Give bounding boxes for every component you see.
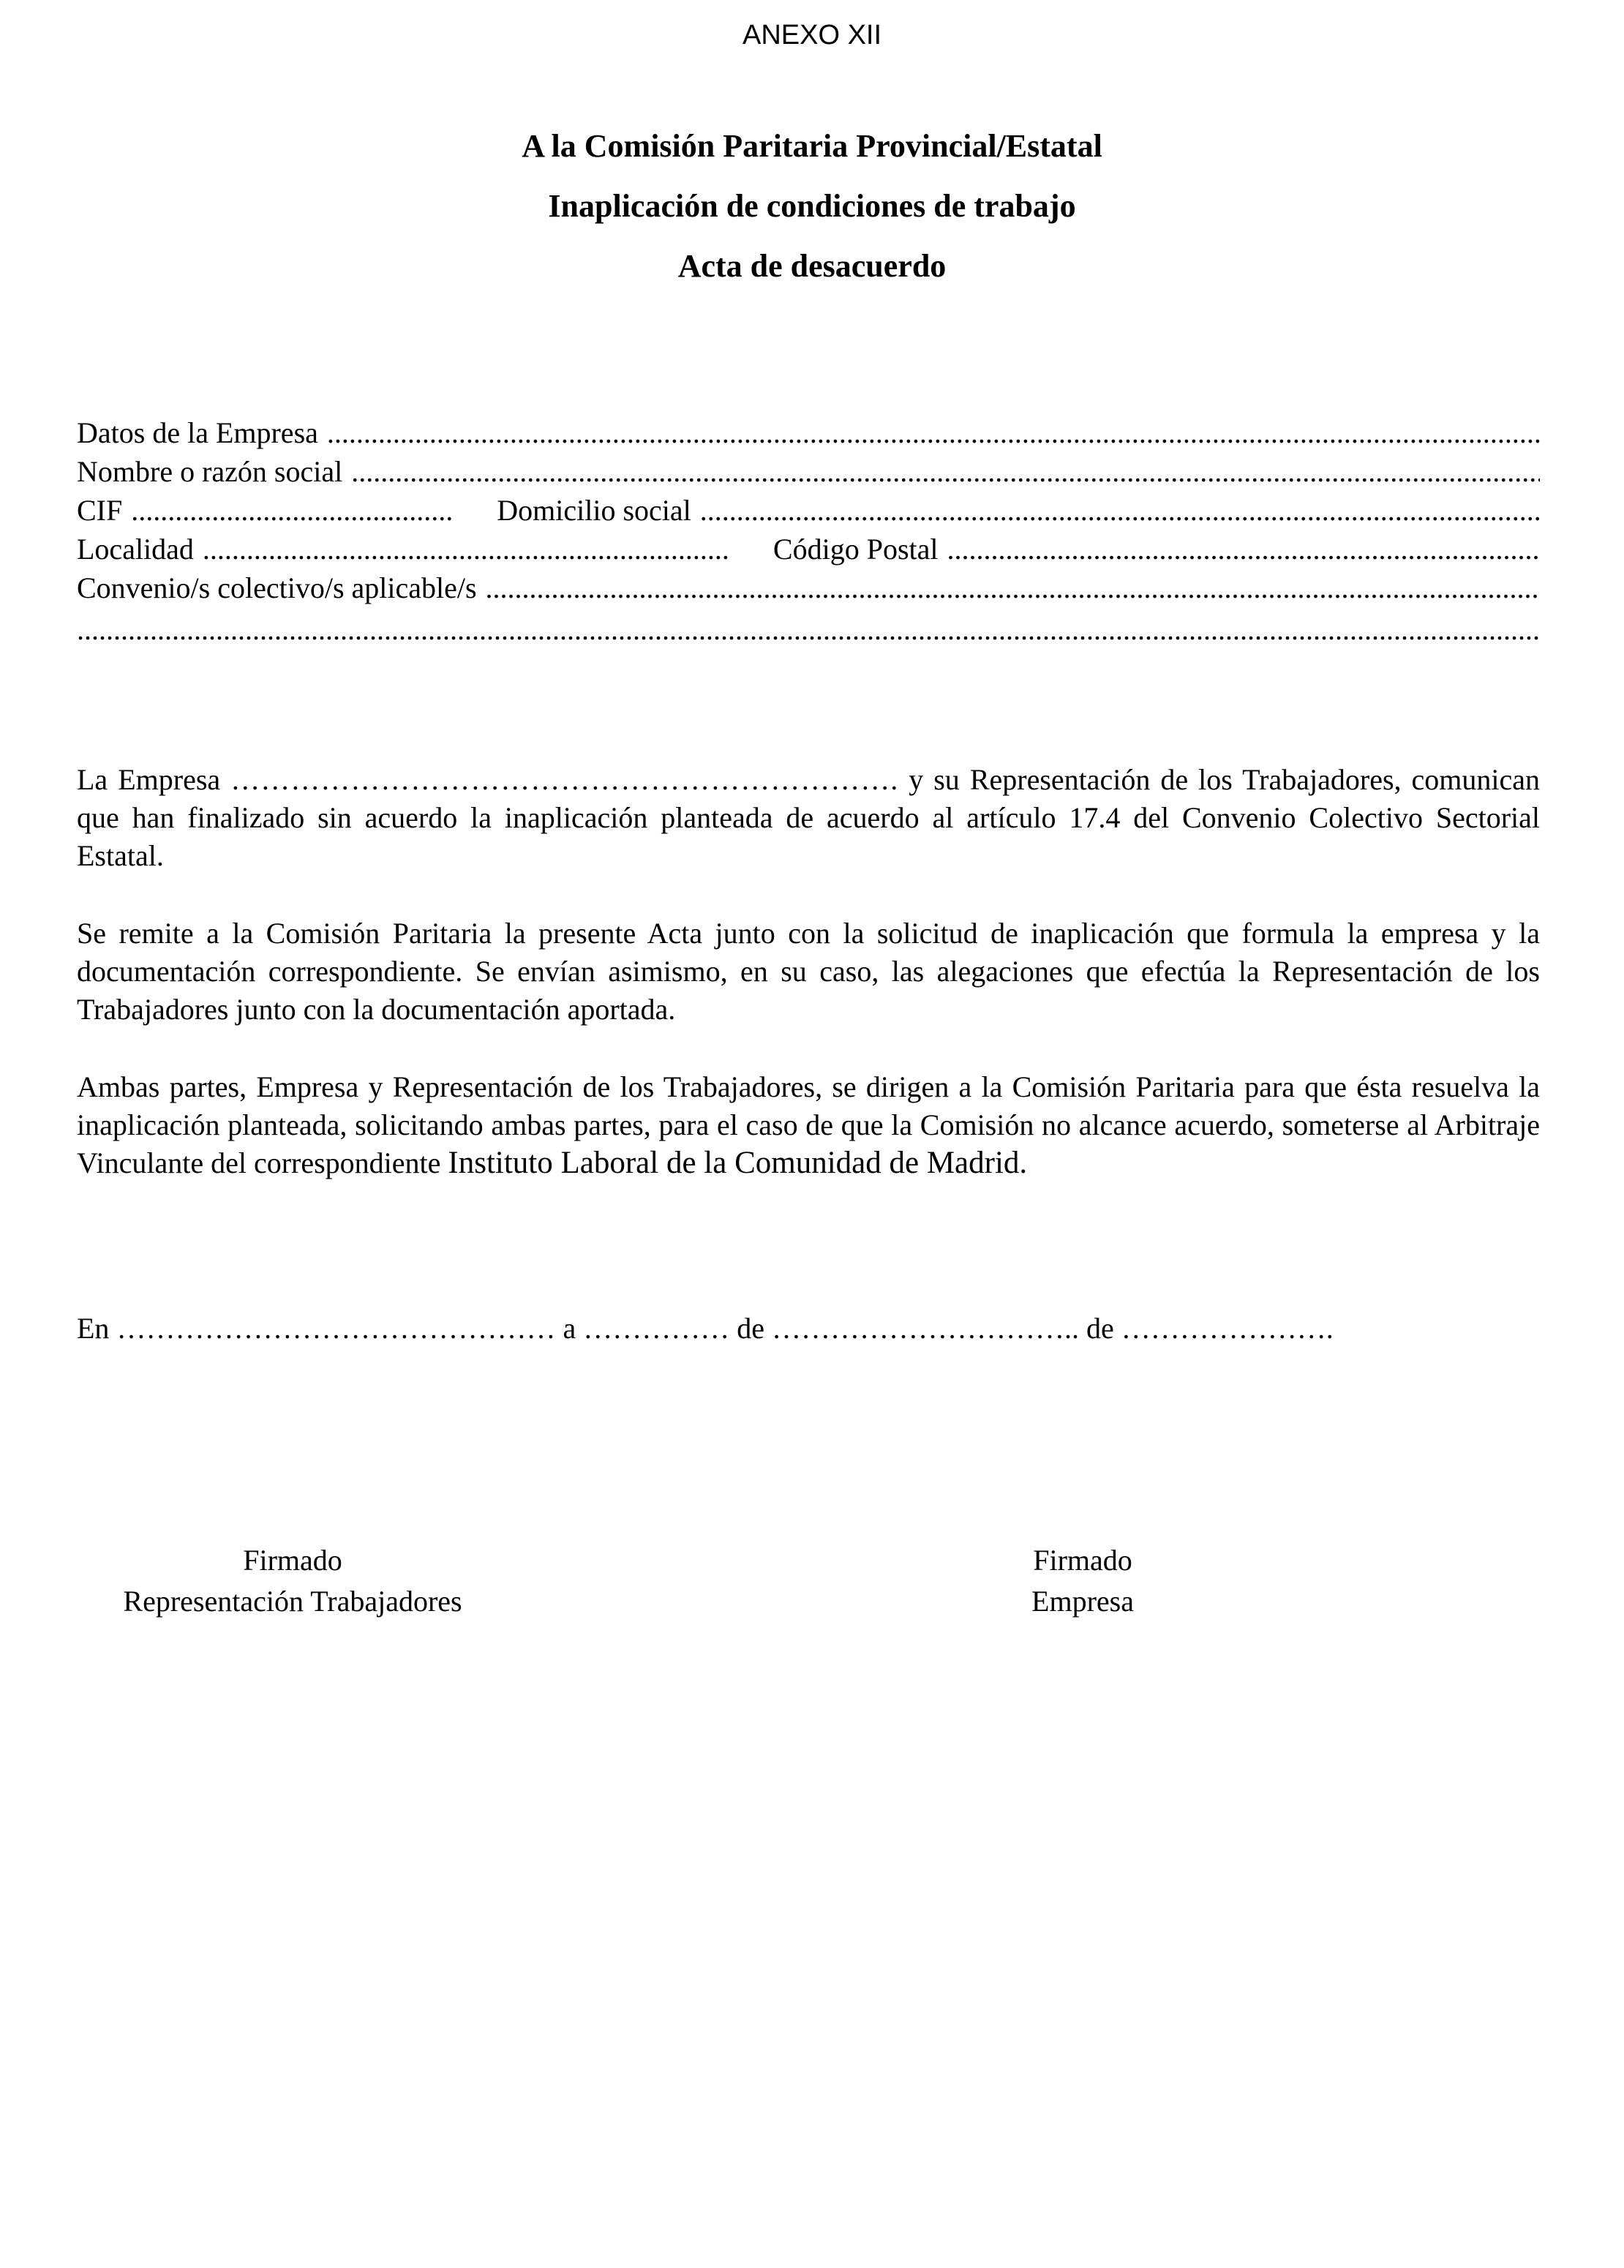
annex-label: ANEXO XII [742,20,882,50]
field-blank-day[interactable]: …………… [583,1312,730,1345]
title-recipient: A la Comisión Paritaria Provincial/Estatal [522,128,1102,164]
p1-start: La Empresa [77,763,221,796]
field-blank-place[interactable]: ……………………………………… [116,1312,556,1345]
field-label-datos-empresa: Datos de la Empresa [77,416,318,449]
document-titles [0,124,1624,304]
dateline-de-2: de [1086,1312,1114,1345]
company-data-fields [77,413,1540,649]
field-blank-convenio[interactable] [486,568,1540,607]
signature-company-label: Empresa [1031,1585,1134,1618]
field-label-codigo-postal: Código Postal [772,533,939,566]
field-label-cif: CIF [77,494,123,527]
paragraph-arbitration [77,1068,1540,1182]
field-blank-datos-empresa[interactable] [327,413,1540,452]
field-row-convenio [77,568,1540,607]
field-blank-domicilio-social[interactable] [700,491,1540,530]
field-label-convenio: Convenio/s colectivo/s aplicable/s [77,571,477,604]
field-blank-month[interactable]: ………………………….. [771,1312,1079,1345]
field-row-nombre [77,452,1540,491]
paragraph-referral: Se remite a la Comisión Paritaria la presente Acta junto con la solicitud de inaplicación que formula la empresa y la documentación correspondiente. Se envían asimismo, en su caso, las alegaciones que efectúa la Representación de los Trabajadores junto con la documentación aportada. [77,917,1540,1026]
field-label-localidad: Localidad [77,533,194,566]
field-row-localidad-cp [77,530,1540,568]
p3-institute: Instituto Laboral de la Comunidad de Madrid. [448,1146,1028,1180]
signature-workers-label: Representación Trabajadores [123,1585,462,1618]
field-blank-company-name[interactable]: …………………………………………………………. [230,763,899,796]
field-label-nombre-razon-social: Nombre o razón social [77,455,343,488]
field-row-cif-domicilio [77,491,1540,530]
field-row-datos-empresa [77,413,1540,452]
p3-main: Ambas partes, Empresa y Representación de los Trabajadores, se dirigen a la Comisión Paritaria para que ésta resuelva la inaplicación planteada, solicitando ambas partes, para el caso de que la Comisión no alcance acuerdo, someterse al Arbitraje Vinculante del correspondiente [77,1070,1540,1179]
date-place-line [77,1310,1334,1348]
field-label-domicilio-social: Domicilio social [497,494,691,527]
dateline-de-1: de [737,1312,764,1345]
title-document-type: Acta de desacuerdo [677,248,947,284]
signature-company-signed: Firmado [1033,1544,1132,1577]
field-row-convenio-continued [77,610,1540,649]
signature-workers-signed: Firmado [243,1544,342,1577]
field-blank-localidad[interactable] [203,530,729,568]
dateline-a: a [563,1312,576,1345]
field-blank-cif[interactable] [131,491,453,530]
title-subject: Inaplicación de condiciones de trabajo [548,188,1076,224]
dateline-en: En [77,1312,110,1345]
p1-rest: y su Representación de los Trabajadores, comunican que han finalizado sin acuerdo la inaplicación planteada de acuerdo al artículo 17.4 del Convenio Colectivo Sectorial Estatal. [77,763,1541,872]
paragraph-disagreement-statement [77,761,1540,875]
field-blank-nombre-razon-social[interactable] [351,452,1540,491]
field-blank-convenio-continued[interactable] [77,610,1540,649]
field-blank-year[interactable]: …………………. [1121,1312,1334,1345]
signature-block-workers [95,1540,490,1622]
field-blank-codigo-postal[interactable] [947,530,1540,568]
signature-block-company [973,1540,1192,1622]
